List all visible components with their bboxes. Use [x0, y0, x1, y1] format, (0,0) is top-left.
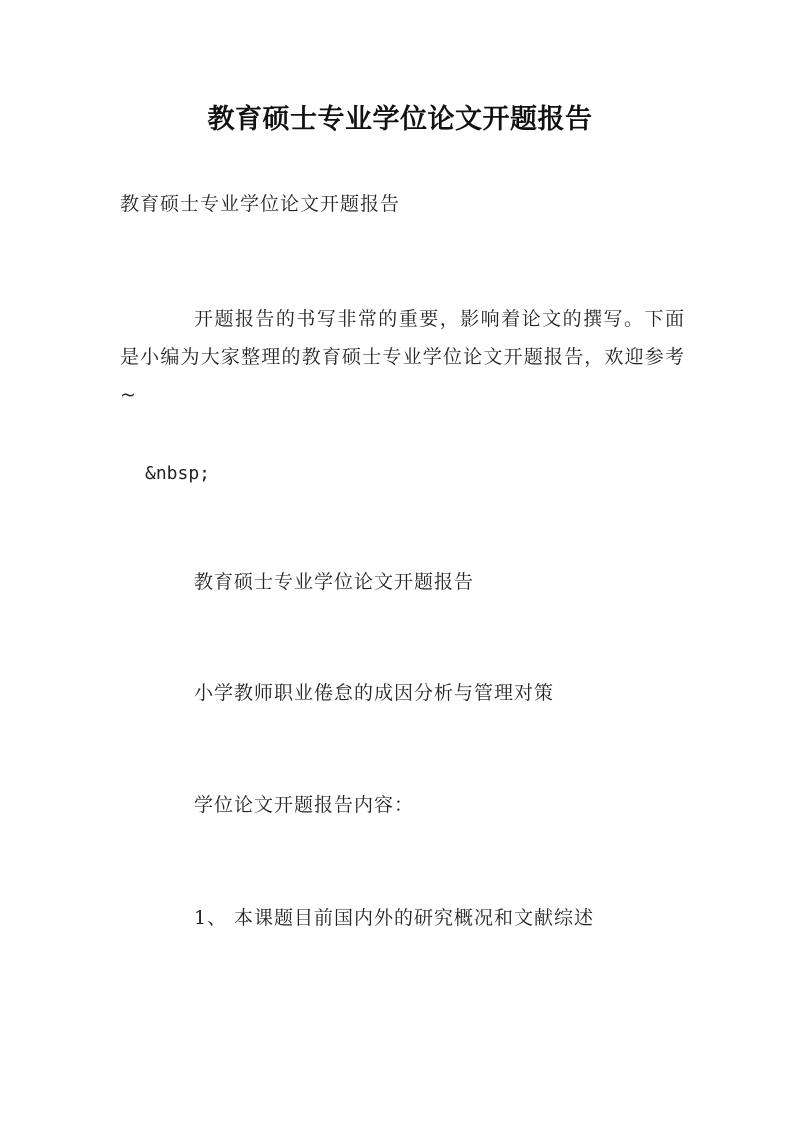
thesis-topic: 小学教师职业倦怠的成因分析与管理对策 — [194, 682, 555, 704]
contents-label: 学位论文开题报告内容： — [194, 794, 415, 816]
list-item-1 — [194, 900, 594, 937]
section-title: 教育硕士专业学位论文开题报告 — [194, 571, 475, 593]
list-item-1-number: 1、 — [194, 907, 228, 929]
intro-paragraph: 开题报告的书写非常的重要，影响着论文的撰写。下面是小编为大家整理的教育硕士专业学位论文开题报告，欢迎参考~ — [120, 308, 685, 406]
nbsp-artifact-text: &nbsp; — [145, 463, 211, 484]
list-item-1-text: 本课题目前国内外的研究概况和文献综述 — [234, 907, 595, 929]
document-title: 教育硕士专业学位论文开题报告 — [207, 104, 593, 135]
document-subtitle: 教育硕士专业学位论文开题报告 — [120, 193, 401, 215]
